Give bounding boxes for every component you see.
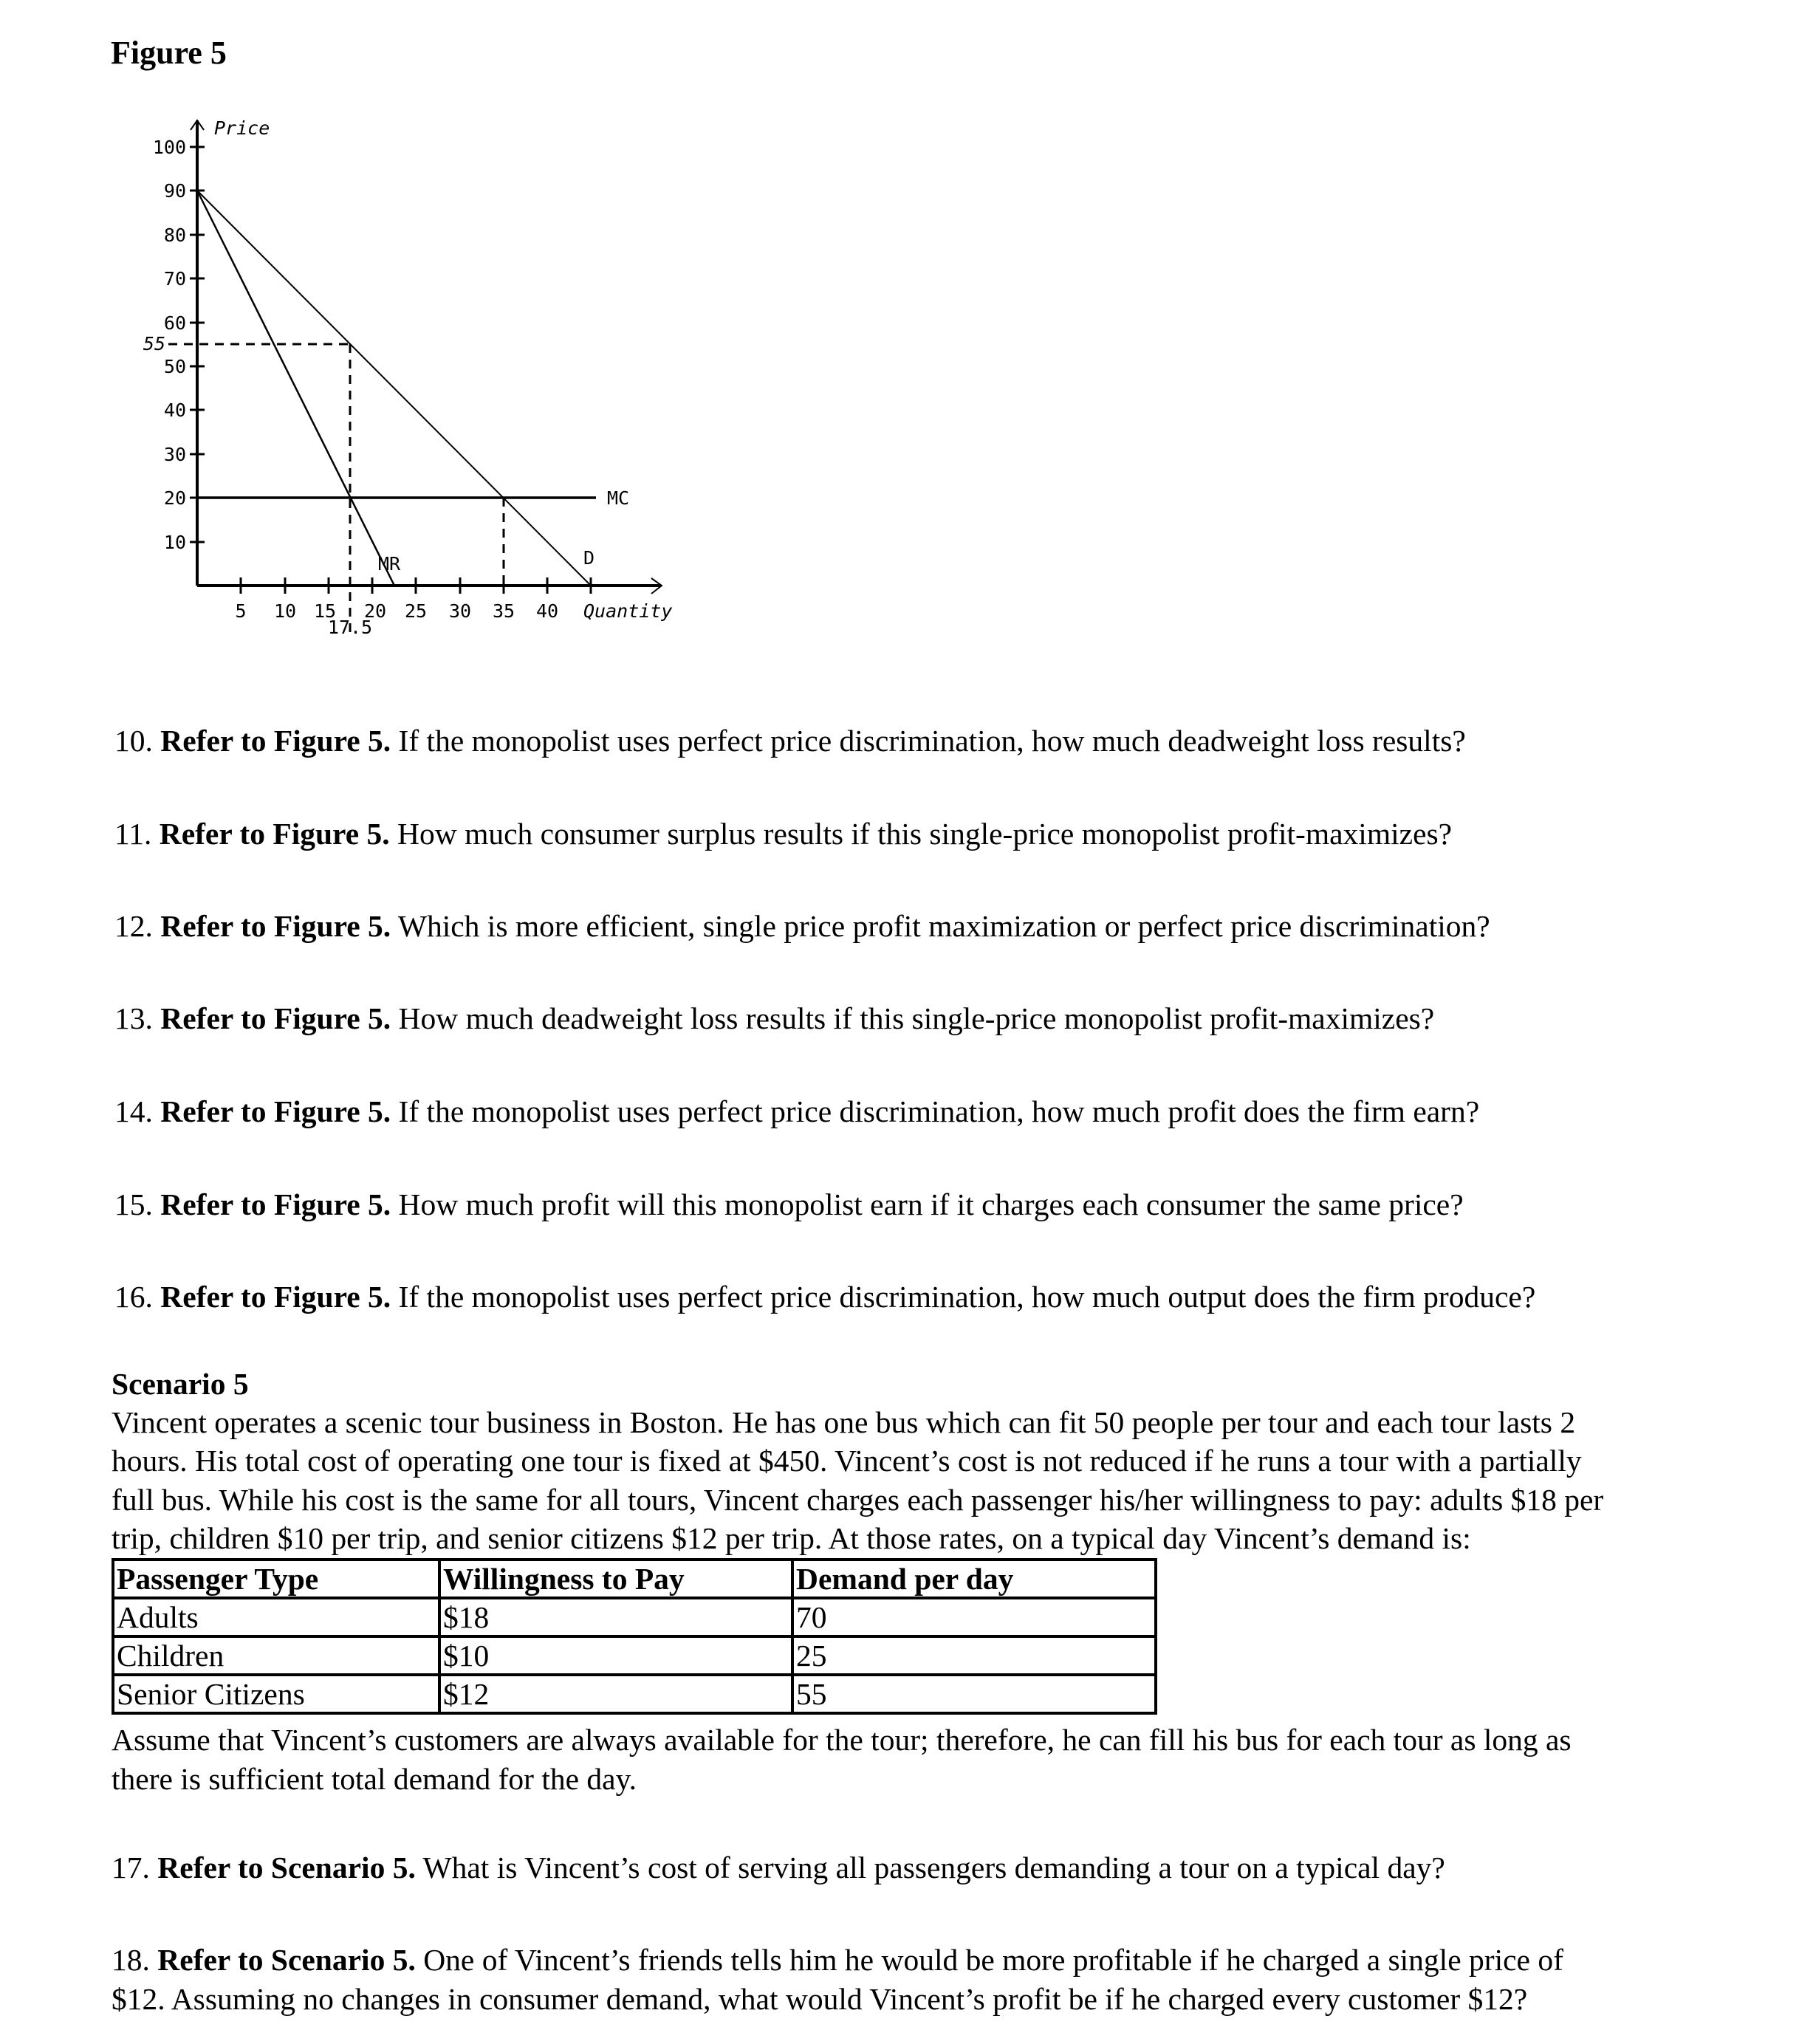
mr-label: MR: [378, 553, 401, 575]
cell-type: Adults: [113, 1598, 439, 1636]
cell-demand: 55: [792, 1675, 1156, 1713]
marginal-revenue-curve: [197, 191, 394, 586]
svg-text:70: 70: [163, 268, 186, 289]
question-12: 12. Refer to Figure 5. Which is more efficient, single price profit maximization or perfect price discrimination?: [114, 909, 1490, 943]
table-row: [113, 1636, 1156, 1675]
question-16: 16. Refer to Figure 5. If the monopolist uses perfect price discrimination, how much output does the firm produce?: [114, 1280, 1536, 1314]
question-17: 17. Refer to Scenario 5. What is Vincent’s cost of serving all passengers demanding a tour on a typical day?: [112, 1851, 1445, 1884]
scenario-line-2: hours. His total cost of operating one tour is fixed at $450. Vincent’s cost is not reduced if he runs a tour with a partially: [112, 1444, 1582, 1478]
svg-text:15: 15: [313, 600, 337, 622]
svg-text:100: 100: [152, 137, 186, 158]
svg-text:10: 10: [273, 600, 297, 622]
y-axis-label: Price: [214, 117, 270, 139]
demand-curve: [197, 191, 591, 586]
svg-text:10: 10: [163, 532, 186, 553]
svg-text:35: 35: [492, 600, 515, 622]
svg-text:25: 25: [404, 600, 428, 622]
question-14: 14. Refer to Figure 5. If the monopolist uses perfect price discrimination, how much profit does the firm earn?: [114, 1094, 1480, 1128]
quantity-17-5-label: 17.5: [327, 617, 373, 638]
cell-type: Children: [113, 1636, 439, 1675]
svg-text:5: 5: [235, 600, 247, 622]
scenario-line-4: trip, children $10 per trip, and senior citizens $12 per trip. At those rates, on a typical day Vincent’s demand is:: [112, 1521, 1471, 1555]
table-row: [113, 1675, 1156, 1713]
question-18-continued: $12. Assuming no changes in consumer demand, what would Vincent’s profit be if he charged every customer $12?: [112, 1982, 1528, 2016]
cell-wtp: $10: [439, 1636, 792, 1675]
scenario-after-line-2: there is sufficient total demand for the day.: [112, 1762, 637, 1796]
demand-label: D: [583, 547, 595, 569]
cell-wtp: $12: [439, 1675, 792, 1713]
svg-text:60: 60: [163, 312, 186, 334]
question-18: 18. Refer to Scenario 5. One of Vincent’s friends tells him he would be more profitable if he charged a single price of: [112, 1943, 1563, 1977]
svg-text:30: 30: [163, 444, 186, 465]
header-passenger-type: Passenger Type: [113, 1560, 439, 1598]
monopoly-chart: [0, 0, 709, 665]
scenario-title: Scenario 5: [112, 1367, 249, 1401]
cell-demand: 70: [792, 1598, 1156, 1636]
table-row: [113, 1598, 1156, 1636]
svg-text:30: 30: [448, 600, 472, 622]
cell-type: Senior Citizens: [113, 1675, 439, 1713]
scenario-line-3: full bus. While his cost is the same for all tours, Vincent charges each passenger his/her willingness to pay: adults $18 per: [112, 1483, 1604, 1517]
svg-text:40: 40: [163, 399, 186, 421]
question-15: 15. Refer to Figure 5. How much profit will this monopolist earn if it charges each consumer the same price?: [114, 1187, 1464, 1221]
question-11: 11. Refer to Figure 5. How much consumer surplus results if this single-price monopolist profit-maximizes?: [114, 817, 1453, 851]
header-willingness-to-pay: Willingness to Pay: [439, 1560, 792, 1598]
svg-text:20: 20: [163, 487, 186, 509]
scenario-after-line-1: Assume that Vincent’s customers are always available for the tour; therefore, he can fill his bus for each tour as long as: [112, 1723, 1572, 1757]
svg-text:20: 20: [363, 600, 387, 622]
svg-text:50: 50: [163, 356, 186, 377]
scenario-line-1: Vincent operates a scenic tour business in Boston. He has one bus which can fit 50 people per tour and each tour lasts 2: [112, 1405, 1576, 1439]
question-10: 10. Refer to Figure 5. If the monopolist uses perfect price discrimination, how much deadweight loss results?: [114, 724, 1466, 758]
svg-text:90: 90: [163, 180, 186, 202]
cell-demand: 25: [792, 1636, 1156, 1675]
figure-title: Figure 5: [111, 35, 227, 71]
mc-label: MC: [607, 487, 630, 509]
cell-wtp: $18: [439, 1598, 792, 1636]
svg-text:40: 40: [535, 600, 559, 622]
header-demand-per-day: Demand per day: [792, 1560, 1156, 1598]
question-13: 13. Refer to Figure 5. How much deadweight loss results if this single-price monopolist profit-maximizes?: [114, 1001, 1435, 1035]
table-header-row: [113, 1560, 1156, 1598]
svg-text:80: 80: [163, 224, 186, 246]
x-axis-label: Quantity: [583, 600, 673, 622]
price-55-label: 55: [143, 333, 165, 354]
demand-table: [112, 1558, 1157, 1715]
